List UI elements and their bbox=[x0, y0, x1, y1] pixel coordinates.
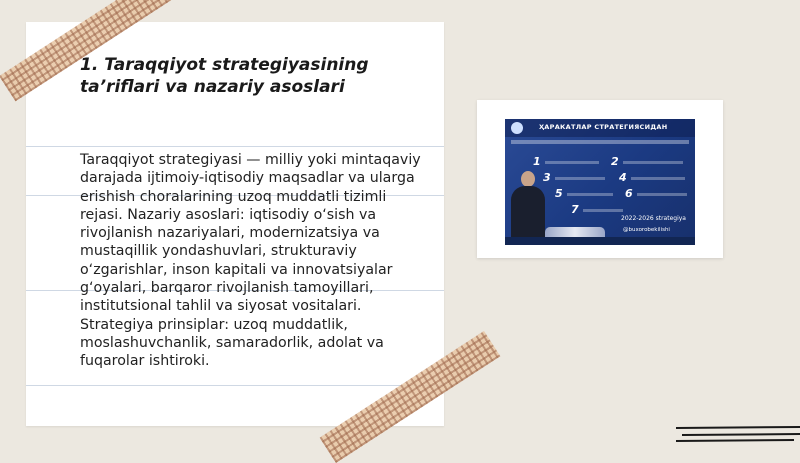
photo-text-line bbox=[623, 161, 683, 164]
photo-number: 3 bbox=[543, 171, 551, 184]
emblem-icon bbox=[511, 122, 523, 134]
photo-number: 6 bbox=[625, 187, 633, 200]
photo-handle-text: @buxorobekilishi bbox=[623, 227, 670, 233]
strategy-photo bbox=[505, 119, 695, 245]
photo-number: 4 bbox=[619, 171, 627, 184]
photo-year-text: 2022-2026 strategiya bbox=[621, 215, 686, 222]
photo-footer-bar bbox=[505, 237, 695, 245]
decorative-lines bbox=[676, 424, 800, 444]
paper-rule bbox=[26, 385, 444, 386]
paper-rule bbox=[26, 146, 444, 147]
photo-number: 2 bbox=[611, 155, 619, 168]
photo-text-line bbox=[567, 193, 613, 196]
speaker-figure bbox=[511, 171, 545, 243]
speaker-head bbox=[521, 171, 535, 187]
slide-body-text: Taraqqiyot strategiyasi — milliy yoki mintaqaviy darajada ijtimoiy-iqtisodiy maqsadlar va ularga erishish choralarining uzoq muddatli tizimli rejasi. Nazariy asoslari: iqtisodiy o‘sish va rivojlanish nazariyalari, modernizatsiya va mustaqillik yondashuvlari, strukturaviy o‘zgarishlar, inson kapitali va innovatsiyalar g‘oyalari, barqaror rivojlanish tamoyillari, institutsional tahlil va siyosat vositalari. Strategiya prinsiplar: uzoq muddatlik, moslashuvchanlik, samaradorlik, adolat va fuqarolar ishtiroki. bbox=[80, 152, 421, 370]
slide-title: 1. Taraqqiyot strategiyasining ta’riflari va nazariy asoslari bbox=[80, 55, 369, 97]
photo-header bbox=[505, 119, 695, 137]
photo-text-line bbox=[631, 177, 685, 180]
podium-shape bbox=[545, 227, 605, 237]
photo-text-line bbox=[637, 193, 687, 196]
photo-text-line bbox=[555, 177, 605, 180]
photo-text-line bbox=[545, 161, 599, 164]
photo-card bbox=[477, 100, 723, 258]
photo-text-line bbox=[583, 209, 623, 212]
photo-number: 7 bbox=[571, 203, 579, 216]
photo-heading: ҲАРАКАТЛАР СТРАТЕГИЯСИДАН bbox=[539, 123, 668, 131]
photo-number: 5 bbox=[555, 187, 563, 200]
photo-number: 1 bbox=[533, 155, 541, 168]
photo-subtitle-strip bbox=[511, 140, 689, 144]
